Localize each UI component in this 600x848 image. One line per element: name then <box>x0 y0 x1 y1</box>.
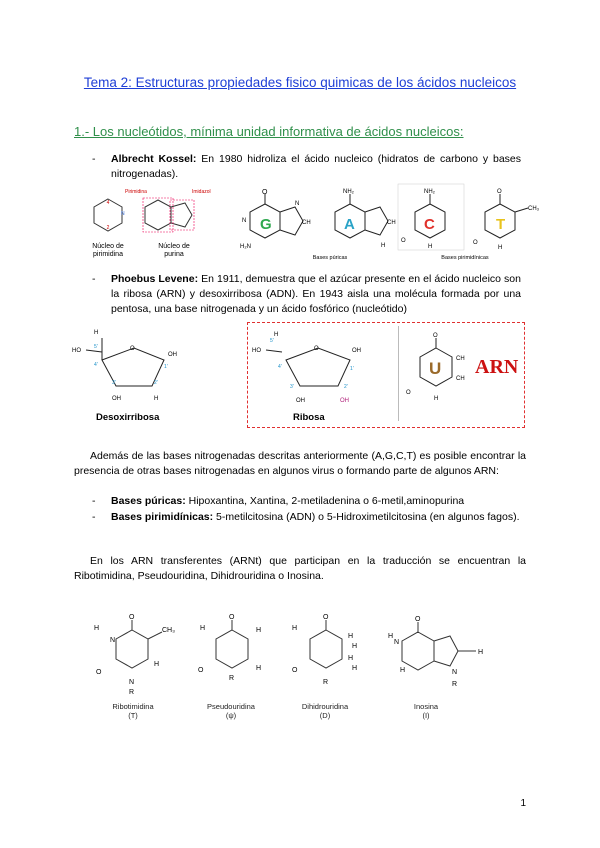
inosina-abbr: (I) <box>422 711 430 720</box>
svg-text:OH: OH <box>352 348 361 354</box>
uracil-divider <box>398 326 399 421</box>
svg-text:H: H <box>292 625 298 632</box>
dihidrouridina-name: Dihidrouridina <box>301 702 349 711</box>
base-letter-g: G <box>260 216 272 233</box>
inosina-name: Inosina <box>413 702 439 711</box>
desoxirribosa-structure <box>72 326 192 406</box>
svg-text:2': 2' <box>154 380 158 386</box>
kossel-text: En 1980 hidroliza el ácido nucleico (hidratos de carbono y bases nitrogenadas). <box>111 153 521 180</box>
svg-text:H: H <box>434 396 439 402</box>
svg-text:4': 4' <box>278 364 282 370</box>
svg-text:CH: CH <box>456 376 465 382</box>
svg-text:NH₂: NH₂ <box>424 189 435 195</box>
svg-text:H: H <box>154 661 160 668</box>
svg-text:O: O <box>433 333 438 339</box>
purina-nucleus <box>140 190 210 238</box>
svg-text:O: O <box>129 614 135 621</box>
svg-text:O: O <box>314 346 319 352</box>
bullet-puricas-text: Hipoxantina, Xantina, 2-metiladenina o 6-metil,aminopurina <box>185 495 465 507</box>
ribotimidina-abbr: (T) <box>128 711 138 720</box>
svg-text:O: O <box>401 238 406 244</box>
svg-text:OH: OH <box>112 396 121 402</box>
svg-text:H: H <box>154 396 159 402</box>
thymine-structure <box>470 186 545 252</box>
svg-text:1': 1' <box>164 364 168 370</box>
svg-text:H: H <box>200 625 206 632</box>
svg-text:4': 4' <box>94 362 98 368</box>
svg-text:H: H <box>381 243 386 249</box>
svg-text:O: O <box>415 616 421 623</box>
svg-text:H: H <box>348 655 354 662</box>
levene-name: Phoebus Levene: <box>111 273 199 285</box>
base-letter-t: T <box>496 216 506 233</box>
page-title: Tema 2: Estructuras propiedades fisico quimicas de los ácidos nucleicos <box>83 75 517 90</box>
svg-text:H: H <box>352 665 358 672</box>
svg-text:CH₃: CH₃ <box>162 627 175 634</box>
pirimidina-tag: Pirimidina <box>125 189 147 195</box>
svg-text:H: H <box>94 330 99 336</box>
svg-text:H: H <box>348 633 354 640</box>
svg-text:CH₃: CH₃ <box>528 206 540 212</box>
imidazol-tag: Imidazol <box>192 189 211 195</box>
svg-text:R: R <box>452 681 458 688</box>
svg-text:N: N <box>242 218 247 224</box>
base-letter-c: C <box>424 216 435 233</box>
ribotimidina-caption <box>98 702 168 720</box>
svg-text:R: R <box>129 689 135 696</box>
base-letter-a: A <box>344 216 355 233</box>
svg-text:O: O <box>198 667 204 674</box>
svg-text:N: N <box>394 639 400 646</box>
pirimidina-caption: Núcleo de pirimidina <box>92 243 124 258</box>
svg-text:H: H <box>94 625 100 632</box>
svg-text:O: O <box>262 189 268 196</box>
svg-text:N: N <box>110 637 116 644</box>
svg-text:O: O <box>130 346 135 352</box>
svg-text:O: O <box>406 390 411 396</box>
svg-text:N: N <box>129 679 135 686</box>
svg-text:3': 3' <box>290 384 294 390</box>
svg-text:5': 5' <box>94 344 98 350</box>
svg-text:H: H <box>274 332 279 338</box>
ribosa-caption: Ribosa <box>293 412 325 423</box>
ribosa-structure <box>252 328 382 408</box>
svg-text:OH: OH <box>168 352 177 358</box>
svg-text:H: H <box>256 665 262 672</box>
dihidrouridina-caption <box>290 702 360 720</box>
svg-text:2': 2' <box>344 384 348 390</box>
svg-text:4: 4 <box>106 200 110 206</box>
purina-caption: Núcleo de purina <box>158 243 190 258</box>
svg-text:N: N <box>295 201 300 207</box>
svg-text:O: O <box>292 667 298 674</box>
inosina-caption <box>396 702 456 720</box>
svg-text:OH: OH <box>296 398 305 404</box>
desoxirribosa-caption: Desoxirribosa <box>96 412 160 423</box>
pseudouridina-name: Pseudouridina <box>207 702 255 711</box>
svg-text:H: H <box>256 627 262 634</box>
svg-text:NH₂: NH₂ <box>343 189 354 195</box>
bullet-pirimidinicas-bold: Bases pirimidínicas: <box>111 511 214 523</box>
svg-text:5': 5' <box>270 338 274 344</box>
pirimidina-nucleus <box>88 195 128 235</box>
svg-text:O: O <box>229 614 235 621</box>
svg-text:HO: HO <box>72 348 81 354</box>
adenine-structure <box>325 188 400 252</box>
levene-text: En 1911, demuestra que el azúcar presente en el ácido nucleico son la ribosa (ARN) y desoxirribosa (ADN). En 1943 aisla una molécula formada por una pentosa, una base nitrogenada y un ácido fosfórico (nucleótido) <box>111 273 521 315</box>
svg-text:3': 3' <box>112 380 116 386</box>
inosina-structure <box>386 612 496 694</box>
svg-text:R: R <box>323 679 329 686</box>
svg-text:O: O <box>497 189 502 195</box>
pseudouridina-structure <box>196 612 276 694</box>
svg-text:CH: CH <box>387 220 396 226</box>
svg-text:H: H <box>478 649 484 656</box>
section-heading: 1.- Los nucleótidos, mínima unidad informativa de ácidos nucleicos: <box>74 124 464 139</box>
guanine-structure <box>240 190 320 252</box>
bullet-puricas-bold: Bases púricas: <box>111 495 186 507</box>
svg-text:H: H <box>498 245 503 251</box>
svg-text:CH: CH <box>456 356 465 362</box>
ribotimidina-name: Ribotimidina <box>112 702 154 711</box>
svg-text:N: N <box>452 669 458 676</box>
svg-text:H: H <box>400 667 406 674</box>
kossel-name: Albrecht Kossel: <box>111 153 197 165</box>
svg-text:H: H <box>388 633 394 640</box>
svg-text:H: H <box>428 244 433 250</box>
dihidrouridina-structure <box>286 612 376 694</box>
svg-text:O: O <box>473 240 478 246</box>
arn-label: ARN <box>475 356 519 378</box>
svg-text:1': 1' <box>350 366 354 372</box>
pirimidinicas-caption: Bases pirimidínicas <box>441 255 489 261</box>
svg-text:OH: OH <box>340 398 349 404</box>
svg-text:N: N <box>121 211 125 217</box>
svg-text:2: 2 <box>106 225 110 231</box>
svg-text:HO: HO <box>252 348 261 354</box>
page-number: 1 <box>520 798 526 809</box>
svg-text:O: O <box>323 614 329 621</box>
pseudouridina-abbr: (ψ) <box>225 711 237 720</box>
svg-text:O: O <box>96 669 102 676</box>
svg-text:CH: CH <box>302 220 311 226</box>
puricas-caption: Bases púricas <box>312 255 348 261</box>
bullet-pirimidinicas-text: 5-metilcitosina (ADN) o 5-Hidroximetilcitosina (en algunos fagos). <box>213 511 520 523</box>
svg-text:H₂N: H₂N <box>240 244 251 250</box>
pseudouridina-caption <box>196 702 266 720</box>
paragraph-otras-bases: Además de las bases nitrogenadas descritas anteriormente (A,G,C,T) es posible encontrar la presencia de otras bases nitrogenadas en algunos virus o formando parte de algunos ARN: <box>74 450 526 477</box>
uracil-letter: U <box>429 359 442 378</box>
dihidrouridina-abbr: (D) <box>319 711 331 720</box>
svg-text:R: R <box>229 675 235 682</box>
svg-text:H: H <box>352 643 358 650</box>
ribotimidina-structure <box>92 612 182 694</box>
paragraph-arnt: En los ARN transferentes (ARNt) que participan en la traducción se encuentran la Ribotimidina, Pseudouridina, Dihidrouridina o Inosina. <box>74 555 526 582</box>
